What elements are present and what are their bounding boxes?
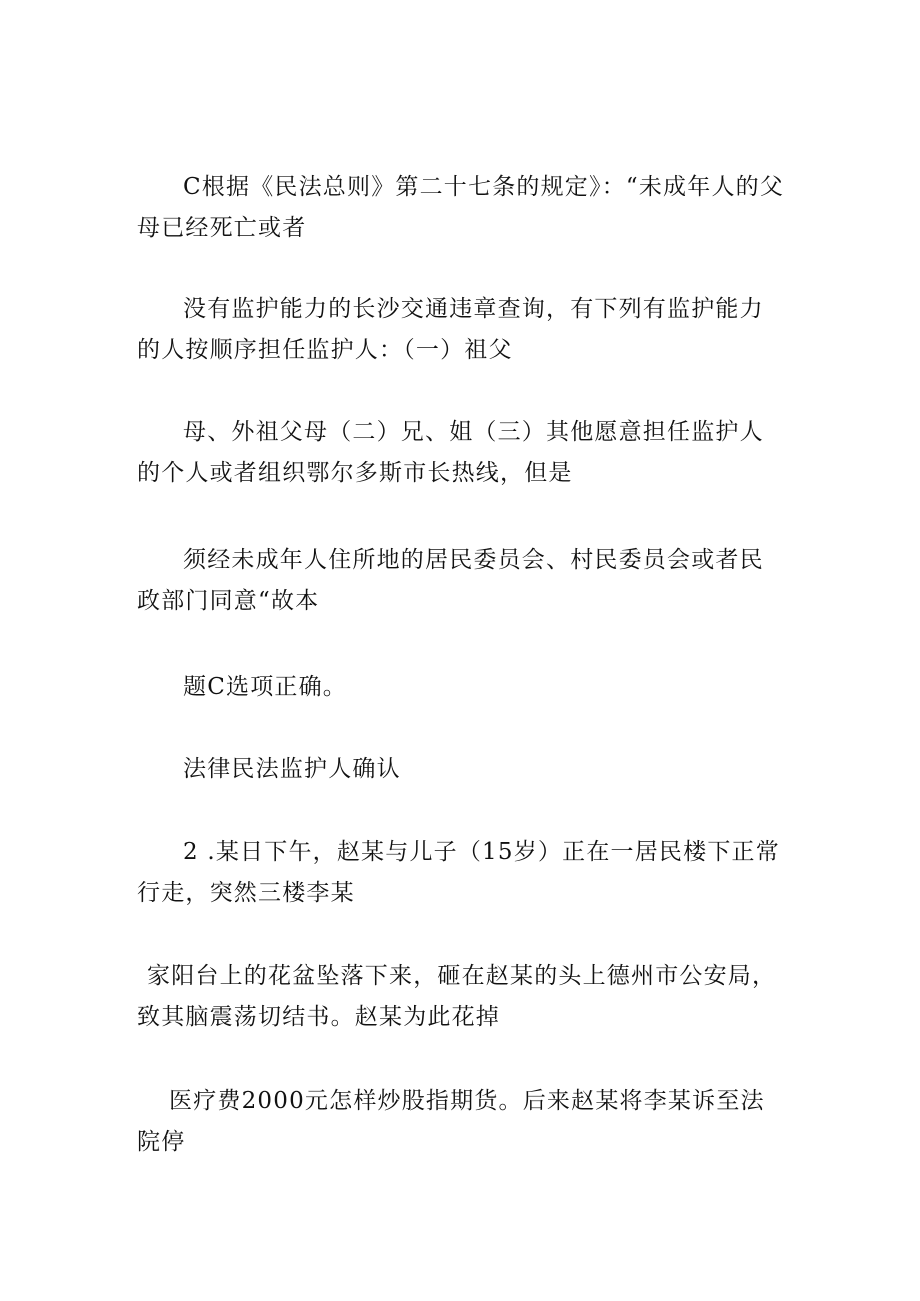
paragraph-2: 没有监护能力的长沙交通违章查询，有下列有监护能力的人按顺序担任监护人：（一）祖父 xyxy=(137,296,764,363)
paragraph-5: 题C选项正确。 xyxy=(183,674,347,700)
paragraph-3: 母、外祖父母（二）兄、姐（三）其他愿意担任监护人的个人或者组织鄂尔多斯市长热线，但是 xyxy=(137,419,764,486)
paragraph-6: 法律民法监护人确认 xyxy=(183,756,401,782)
paragraph-4: 须经未成年人住所地的居民委员会、村民委员会或者民政部门同意“故本 xyxy=(137,547,764,614)
paragraph-7: 2 .某日下午，赵某与儿子（15岁）正在一居民楼下正常行走，突然三楼李某 xyxy=(137,839,780,906)
paragraph-9: 医疗费2000元怎样炒股指期货。后来赵某将李某诉至法院停 xyxy=(137,1088,765,1155)
paragraph-1: C根据《民法总则》第二十七条的规定》：“未成年人的父母已经死亡或者 xyxy=(137,174,785,241)
paragraph-8: 家阳台上的花盆坠落下来，砸在赵某的头上德州市公安局，致其脑震荡切结书。赵某为此花掉 xyxy=(137,963,777,1030)
